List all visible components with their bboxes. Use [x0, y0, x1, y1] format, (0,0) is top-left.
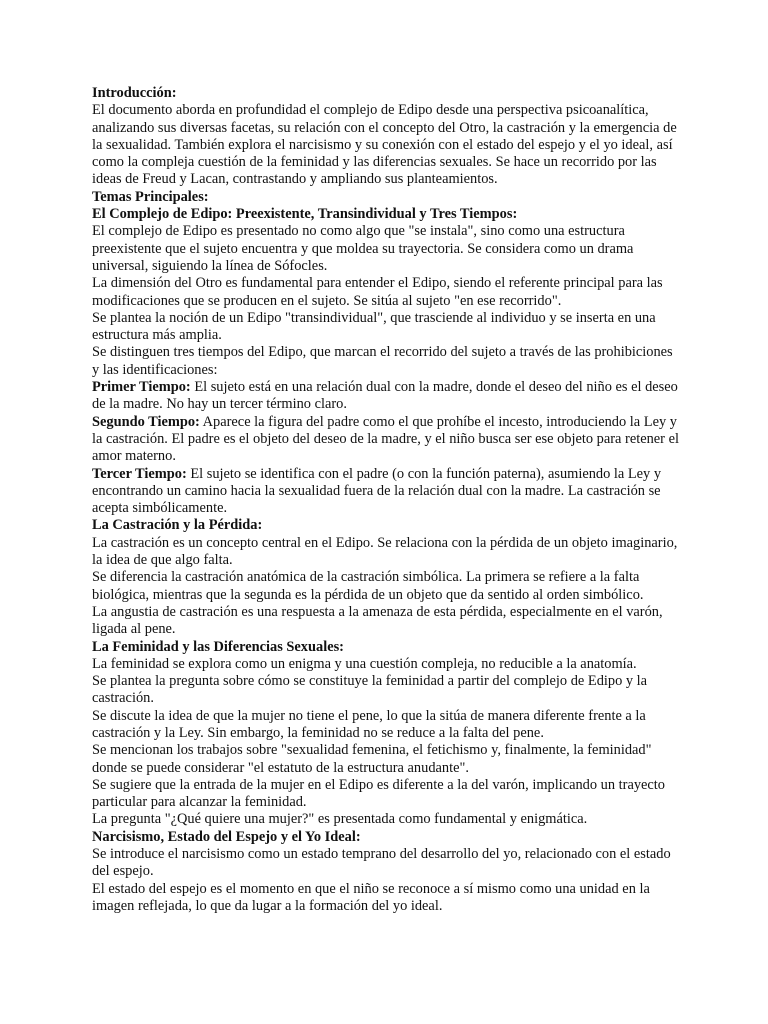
femininity-paragraph-3: Se discute la idea de que la mujer no tiene el pene, lo que la sitúa de manera diferente frente a la castración y la Ley. Sin embargo, la feminidad no se reduce a la falta del pene. — [92, 707, 646, 741]
document-page — [92, 85, 682, 915]
third-time-paragraph — [92, 466, 682, 518]
section-castration-heading: La Castración y la Pérdida: — [92, 517, 263, 534]
intro-heading: Introducción: — [92, 85, 177, 101]
femininity-paragraph-5: Se sugiere que la entrada de la mujer en el Edipo es diferente a la del varón, implicando un trayecto particular para alcanzar la feminidad. — [92, 776, 665, 811]
first-time-text: El sujeto está en una relación dual con la madre, donde el deseo del niño es el deseo de la madre. No hay un tercer término claro. — [92, 379, 678, 413]
femininity-paragraph-2: Se plantea la pregunta sobre cómo se constituye la feminidad a partir del complejo de Edipo y la castración. — [92, 673, 648, 707]
oedipus-paragraph-3: Se plantea la noción de un Edipo "transindividual", que trasciende al individuo y se inserta en una estructura más amplia. — [92, 309, 656, 344]
first-time-paragraph — [92, 379, 682, 414]
narcissism-paragraph-1: Se introduce el narcisismo como un estado temprano del desarrollo del yo, relacionado con el estado del espejo. — [92, 846, 671, 880]
intro-paragraph: El documento aborda en profundidad el complejo de Edipo desde una perspectiva psicoanalítica, analizando sus diversas facetas, su relación con el concepto del Otro, la castración y la emergencia de la sexualidad. También explora el narcisismo y su conexión con el estado del espejo y el yo ideal, así como la compleja cuestión de la feminidad y las diferencias sexuales. Se hace un recorrido por las ideas de Freud y Lacan, contrastando y ampliando sus planteamientos. — [92, 102, 677, 188]
oedipus-paragraph-4: Se distinguen tres tiempos del Edipo, que marcan el recorrido del sujeto a través de las prohibiciones y las identificaciones: — [92, 344, 673, 378]
femininity-paragraph-4: Se mencionan los trabajos sobre "sexualidad femenina, el fetichismo y, finalmente, la feminidad" donde se puede considerar "el estatuto de la estructura anudante". — [92, 742, 652, 776]
narcissism-paragraph-2: El estado del espejo es el momento en que el niño se reconoce a sí mismo como una unidad en la imagen reflejada, lo que da lugar a la formación del yo ideal. — [92, 880, 650, 914]
second-time-text: Aparece la figura del padre como el que prohíbe el incesto, introduciendo la Ley y la castración. El padre es el objeto del deseo de la madre, y el niño busca ser ese objeto para retener el amor materno. — [92, 413, 679, 465]
section-oedipus-heading: El Complejo de Edipo: Preexistente, Transindividual y Tres Tiempos: — [92, 206, 518, 223]
second-time-term: Segundo Tiempo: — [92, 413, 200, 430]
castration-paragraph-3: La angustia de castración es una respuesta a la amenaza de esta pérdida, especialmente en el varón, ligada al pene. — [92, 603, 663, 638]
third-time-text: El sujeto se identifica con el padre (o con la función paterna), asumiendo la Ley y encontrando un camino hacia la sexualidad fuera de la relación dual con la madre. La castración se acepta simbólicamente. — [92, 465, 662, 517]
third-time-term: Tercer Tiempo: — [92, 465, 187, 482]
section-femininity-heading: La Feminidad y las Diferencias Sexuales: — [92, 638, 344, 655]
oedipus-paragraph-1: El complejo de Edipo es presentado no como algo que "se instala", sino como una estructura preexistente que el sujeto encuentra y que moldea su trayectoria. Se considera como un drama universal, siguiendo la línea de Sófocles. — [92, 223, 634, 274]
first-time-term: Primer Tiempo: — [92, 379, 191, 396]
castration-paragraph-1: La castración es un concepto central en el Edipo. Se relaciona con la pérdida de un objeto imaginario, la idea de que algo falta. — [92, 534, 678, 569]
second-time-paragraph — [92, 414, 682, 466]
femininity-paragraph-6: La pregunta "¿Qué quiere una mujer?" es presentada como fundamental y enigmática. — [92, 811, 588, 828]
oedipus-paragraph-2: La dimensión del Otro es fundamental para entender el Edipo, siendo el referente principal para las modificaciones que se producen en el sujeto. Se sitúa al sujeto "en ese recorrido". — [92, 275, 663, 309]
castration-paragraph-2: Se diferencia la castración anatómica de la castración simbólica. La primera se refiere a la falta biológica, mientras que la segunda es la pérdida de un objeto que da sentido al orden simbólico. — [92, 569, 644, 603]
themes-heading: Temas Principales: — [92, 188, 209, 205]
femininity-paragraph-1: La feminidad se explora como un enigma y una cuestión compleja, no reducible a la anatomía. — [92, 655, 637, 672]
section-narcissism-heading: Narcisismo, Estado del Espejo y el Yo Ideal: — [92, 828, 361, 845]
